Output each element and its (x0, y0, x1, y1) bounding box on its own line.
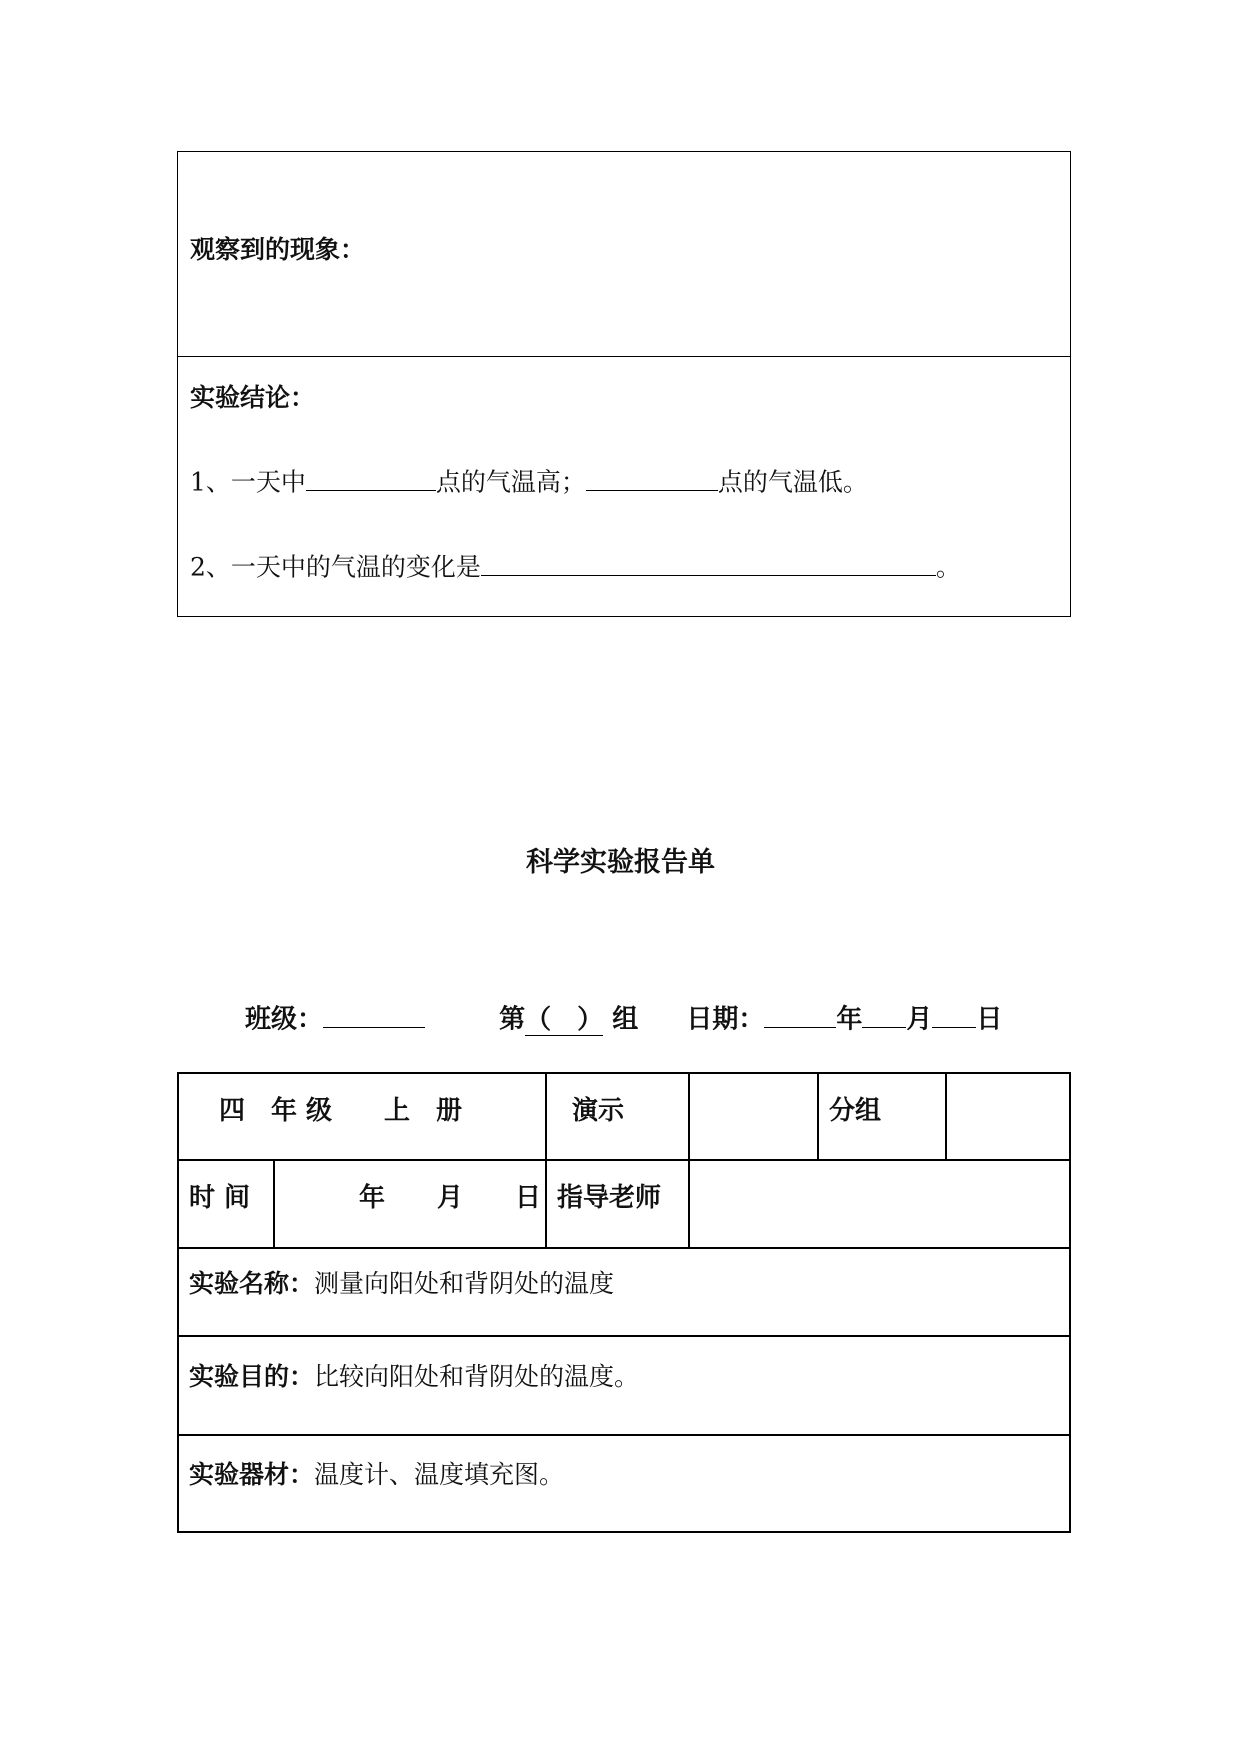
experiment-name-value: 测量向阳处和背阴处的温度 (314, 1269, 615, 1298)
year-label: 年 (836, 1004, 863, 1035)
experiment-report-table (177, 1072, 1071, 1533)
group-prefix: 第 (499, 1004, 526, 1035)
experiment-name-label: 实验名称： (189, 1269, 315, 1298)
line1-suffix: 点的气温低。 (717, 467, 868, 497)
experiment-materials-value: 温度计、温度填充图。 (314, 1460, 565, 1489)
conclusion-line-1 (190, 462, 868, 499)
month-blank[interactable] (862, 998, 906, 1028)
conclusion-line-2 (190, 547, 961, 584)
time-label: 时 间 (189, 1183, 251, 1213)
page-title: 科学实验报告单 (526, 847, 715, 878)
year-blank[interactable] (764, 998, 836, 1028)
demo-cell: 演示 (572, 1096, 625, 1126)
observation-conclusion-table (177, 151, 1071, 617)
month-label: 月 (906, 1004, 933, 1035)
teacher-label: 指导老师 (557, 1183, 662, 1213)
day-label: 日 (976, 1004, 1003, 1035)
experiment-materials-label: 实验器材： (189, 1460, 315, 1489)
line2-prefix: 2、一天中的气温的变化是 (190, 552, 481, 582)
line1-mid: 点的气温高； (435, 467, 586, 497)
experiment-purpose-row (189, 1357, 639, 1393)
header-info-line (245, 998, 1002, 1036)
day-blank[interactable] (932, 998, 976, 1028)
observation-label: 观察到的现象： (190, 235, 366, 264)
group-value-cell[interactable] (946, 1072, 1069, 1159)
date-label: 日期： (686, 1004, 765, 1035)
class-label: 班级： (245, 1004, 324, 1035)
time-date-cell[interactable]: 年 月 日 (359, 1183, 542, 1213)
blank-low-time[interactable] (586, 462, 718, 491)
experiment-name-row (189, 1264, 614, 1300)
line1-prefix: 1、一天中 (190, 467, 306, 497)
grade-cell: 四 年 级 上 册 (219, 1096, 463, 1126)
observation-row (178, 152, 1070, 357)
demo-value-cell[interactable] (689, 1072, 817, 1159)
group-paren[interactable]: （ ） (525, 1004, 604, 1035)
experiment-materials-row (189, 1455, 564, 1491)
experiment-purpose-value: 比较向阳处和背阴处的温度。 (314, 1362, 640, 1391)
teacher-value-cell[interactable] (689, 1160, 1069, 1247)
group-cell: 分组 (829, 1096, 882, 1126)
group-suffix: 组 (612, 1004, 639, 1035)
blank-temperature-change[interactable] (481, 547, 936, 576)
class-blank[interactable] (323, 998, 425, 1028)
blank-high-time[interactable] (306, 462, 436, 491)
experiment-purpose-label: 实验目的： (189, 1362, 315, 1391)
line2-suffix: 。 (935, 552, 961, 582)
conclusion-label: 实验结论： (190, 383, 316, 412)
